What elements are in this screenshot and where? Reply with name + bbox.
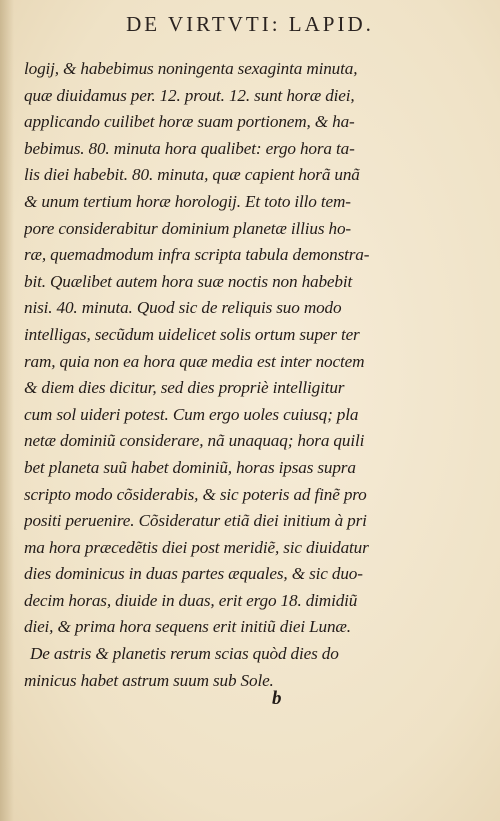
text-line: pore considerabitur dominium planetæ illius ho- [24, 218, 351, 238]
text-line: & diem dies dicitur, sed dies propriè intelligitur [24, 378, 345, 398]
text-line: logij, & habebimus noningenta sexaginta minuta, [24, 59, 358, 78]
text-line: bet planeta suũ habet dominiũ, horas ipsas supra [24, 457, 356, 477]
running-head: DE VIRTVTI: LAPID. [126, 12, 374, 36]
text-line: intelligas, secũdum uidelicet solis ortum super ter [24, 324, 360, 344]
text-line: decim horas, diuide in duas, erit ergo 18. dimidiũ [24, 590, 358, 610]
text-line: positi peruenire. Cõsideratur etiã diei initium à pri [24, 511, 367, 531]
signature-mark: b [272, 688, 282, 709]
text-line: netæ dominiũ considerare, nã unaquaq; hora quili [24, 431, 365, 451]
text-line: diei, & prima hora sequens erit initiũ diei Lunæ. [24, 617, 351, 637]
text-line: quæ diuidamus per. 12. prout. 12. sunt horæ diei, [24, 85, 355, 105]
text-line: ma hora præcedẽtis diei post meridiẽ, sic diuidatur [24, 537, 369, 557]
text-line: dies dominicus in duas partes æquales, & sic duo- [24, 564, 363, 584]
text-line: & unum tertium horæ horologij. Et toto illo tem- [24, 191, 351, 211]
text-line: lis diei habebit. 80. minuta, quæ capient horã unã [24, 165, 360, 185]
text-line: applicando cuilibet horæ suam portionem, & ha- [24, 112, 355, 132]
text-line: minicus habet astrum suum sub Sole. [24, 670, 274, 690]
text-line: ræ, quemadmodum infra scripta tabula demonstra- [24, 245, 370, 265]
text-line: bit. Quælibet autem hora suæ noctis non habebit [24, 271, 353, 291]
text-line: ram, quia non ea hora quæ media est inter noctem [24, 351, 365, 371]
text-line: nisi. 40. minuta. Quod sic de reliquis suo modo [24, 298, 342, 318]
text-line: De astris & planetis rerum scias quòd dies do [30, 644, 339, 664]
body-text [24, 56, 464, 694]
text-line: cum sol uideri potest. Cum ergo uoles cuiusq; pla [24, 404, 359, 424]
page-gutter-shadow [0, 0, 14, 821]
text-line: bebimus. 80. minuta hora qualibet: ergo hora ta- [24, 138, 355, 158]
text-line: scripto modo cõsiderabis, & sic poteris ad finẽ pro [24, 484, 367, 504]
